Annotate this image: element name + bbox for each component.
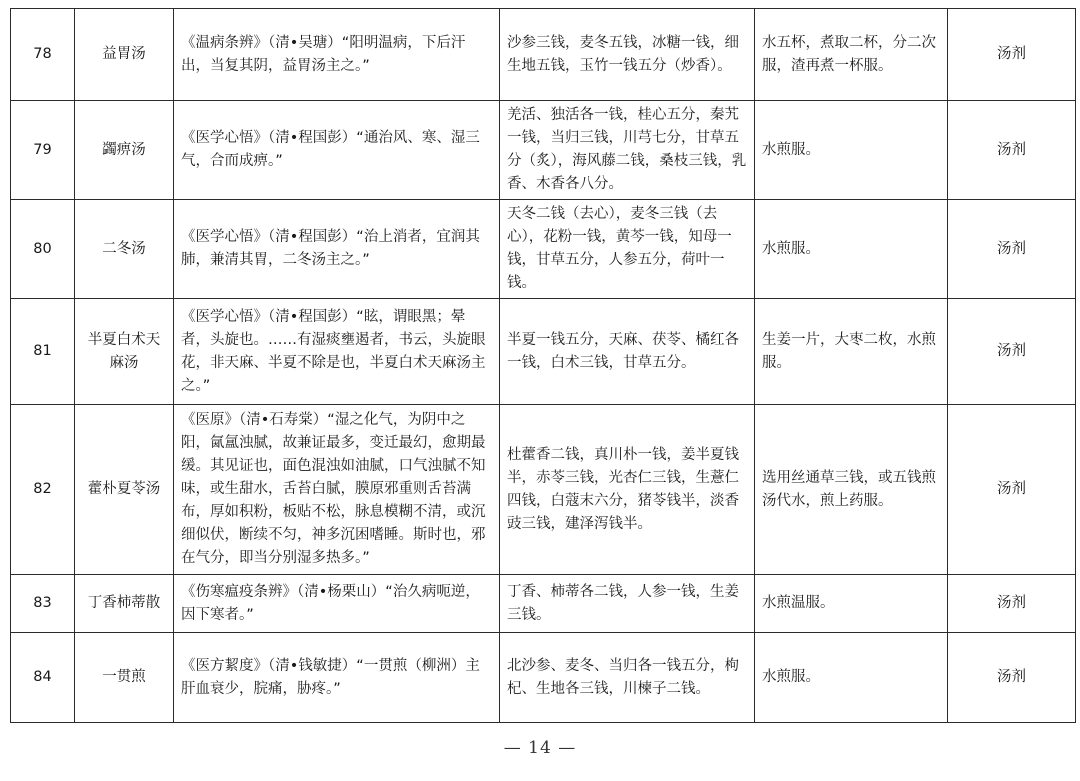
formula-usage: 水煎服。	[755, 101, 948, 200]
formula-usage: 水五杯，煮取二杯，分二次服，渣再煮一杯服。	[755, 9, 948, 101]
formula-usage: 水煎服。	[755, 633, 948, 723]
formula-ingredients: 羌活、独活各一钱，桂心五分，秦艽一钱，当归三钱，川芎七分，甘草五分（炙），海风藤二钱，桑枝三钱，乳香、木香各八分。	[500, 101, 755, 200]
formula-number: 80	[11, 200, 75, 299]
formula-table-body	[11, 9, 1076, 723]
table-row	[11, 200, 1076, 299]
formula-name: 二冬汤	[75, 200, 174, 299]
formula-name: 丁香柿蒂散	[75, 575, 174, 633]
formula-name: 半夏白术天麻汤	[75, 299, 174, 405]
formula-ingredients: 北沙参、麦冬、当归各一钱五分，枸杞、生地各三钱，川楝子二钱。	[500, 633, 755, 723]
formula-ingredients: 丁香、柿蒂各二钱，人参一钱，生姜三钱。	[500, 575, 755, 633]
formula-form: 汤剂	[948, 101, 1076, 200]
formula-usage: 水煎温服。	[755, 575, 948, 633]
table-row	[11, 405, 1076, 575]
formula-name: 一贯煎	[75, 633, 174, 723]
table-row	[11, 101, 1076, 200]
formula-table	[10, 8, 1076, 723]
formula-usage: 选用丝通草三钱，或五钱煎汤代水，煎上药服。	[755, 405, 948, 575]
formula-name: 益胃汤	[75, 9, 174, 101]
formula-name: 藿朴夏苓汤	[75, 405, 174, 575]
formula-name: 蠲痹汤	[75, 101, 174, 200]
table-row	[11, 9, 1076, 101]
formula-ingredients: 半夏一钱五分，天麻、茯苓、橘红各一钱，白术三钱，甘草五分。	[500, 299, 755, 405]
formula-number: 82	[11, 405, 75, 575]
formula-source: 《医学心悟》（清•程国彭）“眩，谓眼黑；晕者，头旋也。……有湿痰壅遏者，书云，头旋眼花，非天麻、半夏不除是也，半夏白术天麻汤主之。”	[174, 299, 500, 405]
formula-source: 《温病条辨》（清•吴瑭）“阳明温病，下后汗出，当复其阴，益胃汤主之。”	[174, 9, 500, 101]
formula-number: 79	[11, 101, 75, 200]
formula-usage: 水煎服。	[755, 200, 948, 299]
formula-source: 《医方絜度》（清•钱敏捷）“一贯煎（柳洲）主肝血衰少，脘痛，胁疼。”	[174, 633, 500, 723]
page-number: — 14 —	[503, 738, 577, 758]
formula-source: 《医学心悟》（清•程国彭）“治上消者，宜润其肺，兼清其胃，二冬汤主之。”	[174, 200, 500, 299]
formula-form: 汤剂	[948, 633, 1076, 723]
formula-ingredients: 沙参三钱，麦冬五钱，冰糖一钱，细生地五钱，玉竹一钱五分（炒香）。	[500, 9, 755, 101]
formula-form: 汤剂	[948, 575, 1076, 633]
formula-usage: 生姜一片，大枣二枚，水煎服。	[755, 299, 948, 405]
formula-ingredients: 杜藿香二钱，真川朴一钱，姜半夏钱半，赤苓三钱，光杏仁三钱，生薏仁四钱，白蔻末六分，猪苓钱半，淡香豉三钱，建泽泻钱半。	[500, 405, 755, 575]
formula-ingredients: 天冬二钱（去心），麦冬三钱（去心），花粉一钱，黄芩一钱，知母一钱，甘草五分，人参五分，荷叶一钱。	[500, 200, 755, 299]
formula-form: 汤剂	[948, 405, 1076, 575]
formula-number: 83	[11, 575, 75, 633]
formula-number: 81	[11, 299, 75, 405]
formula-form: 汤剂	[948, 299, 1076, 405]
table-row	[11, 299, 1076, 405]
formula-number: 78	[11, 9, 75, 101]
formula-source: 《医原》（清•石寿棠）“湿之化气，为阴中之阳，氤氲浊腻，故兼证最多，变迁最幻，愈期最缓。其见证也，面色混浊如油腻，口气浊腻不知味，或生甜水，舌苔白腻，膜原邪重则舌苔满布，厚如积粉，板贴不松，脉息模糊不清，或沉细似伏，断续不匀，神多沉困嗜睡。斯时也，邪在气分，即当分别湿多热多。”	[174, 405, 500, 575]
formula-form: 汤剂	[948, 200, 1076, 299]
table-row	[11, 633, 1076, 723]
formula-source: 《医学心悟》（清•程国彭）“通治风、寒、湿三气，合而成痹。”	[174, 101, 500, 200]
formula-source: 《伤寒瘟疫条辨》（清•杨栗山）“治久病呃逆，因下寒者。”	[174, 575, 500, 633]
table-row	[11, 575, 1076, 633]
formula-number: 84	[11, 633, 75, 723]
formula-form: 汤剂	[948, 9, 1076, 101]
